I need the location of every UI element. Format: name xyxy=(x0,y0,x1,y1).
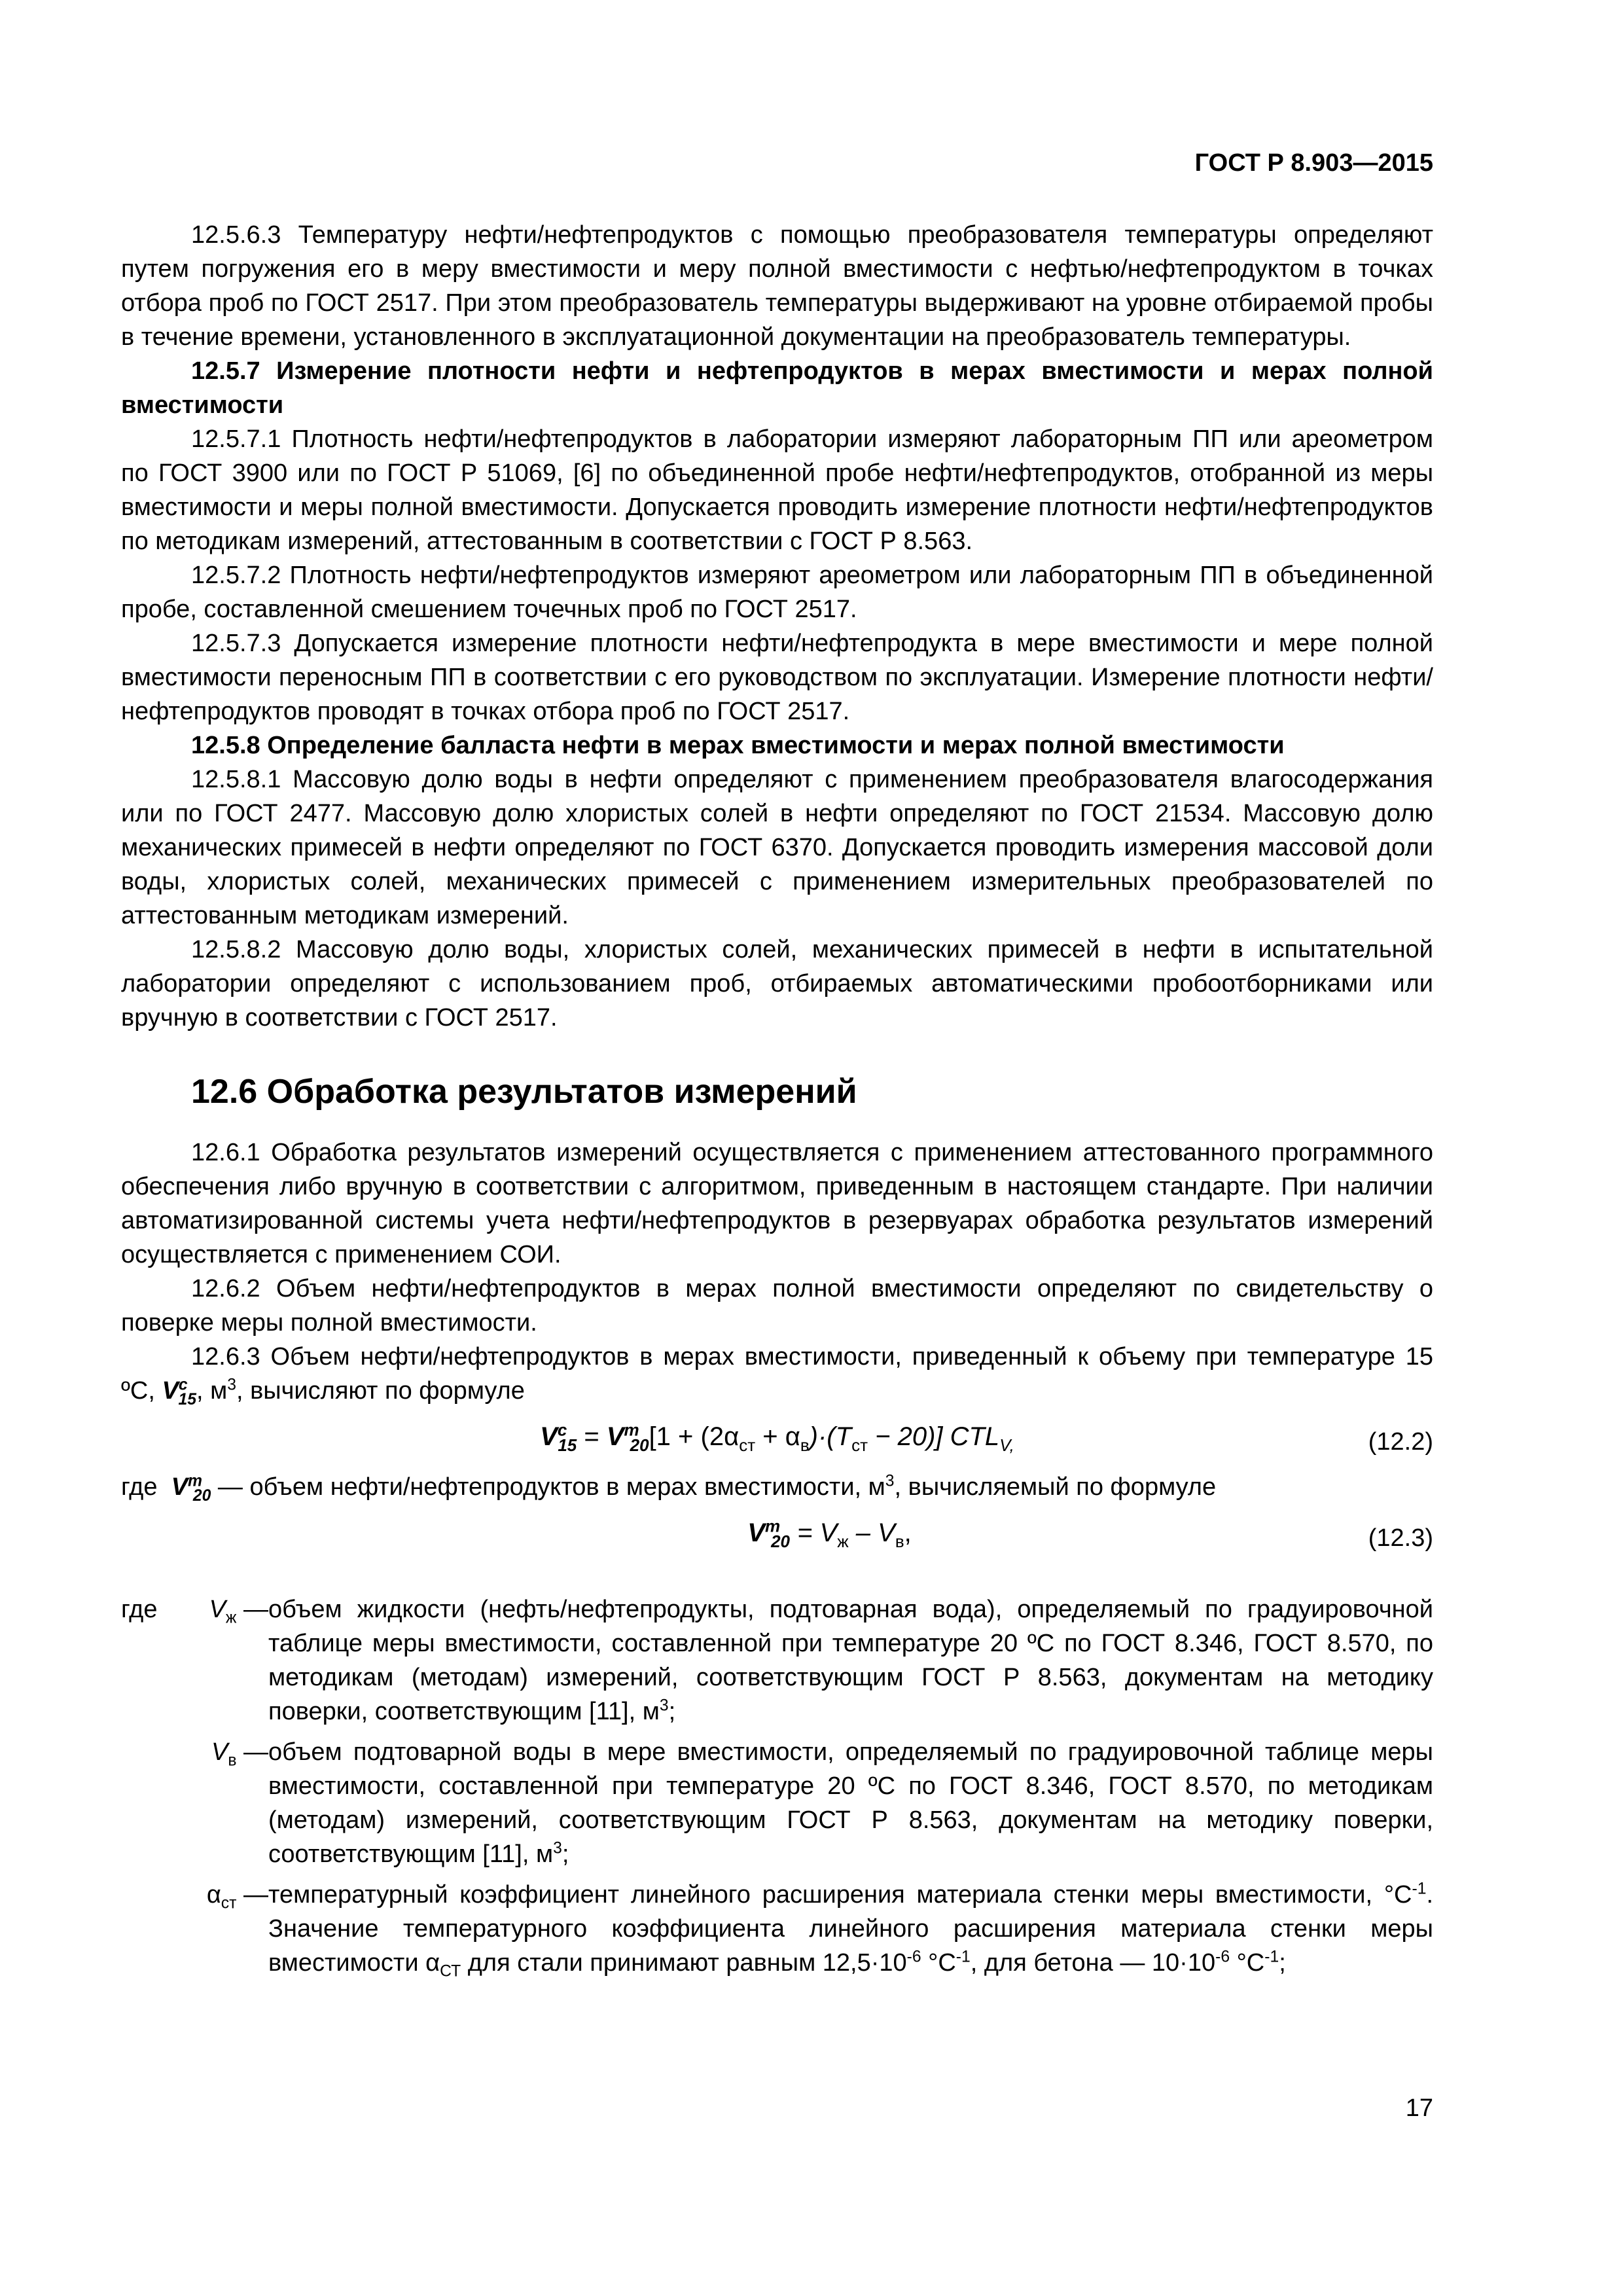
definition-text-v-v: объем подтоварной воды в мере вместимости, определяемый по градуировочной таблице меры вместимости, составленной при температуре 20 ºС по ГОСТ 8.346, ГОСТ 8.570, по методикам (методам) измерений, соответствующим ГОСТ Р 8.563, документам на методику поверки, соответствующим [11], $м^3$; xyxy=(268,1738,1433,1868)
formula-12-3: $V^т_{20} = V_ж - V_в$, xyxy=(747,1516,912,1551)
equation-number-12-2: (12.2) xyxy=(1368,1428,1433,1456)
paragraph-12-5-8-1: 12.5.8.1 Массовую долю воды в нефти определяют с применением преобразователя влагосодержания или по ГОСТ 2477. Массовую долю хлористых солей в нефти определяют по ГОСТ 21534. Массовую долю механических примесей в нефти определяют по ГОСТ 6370. Допускается проводить измерения массовой доли воды, хлористых солей, механических примесей с применением измерительных преобразователей по аттестованным методикам измерений. xyxy=(121,766,1433,929)
definition-text-alpha-st: температурный коэффициент линейного расширения материала стенки меры вместимости, $^\circ С^{-1}$. Значение температурного коэффициента линейного расширения материала стенки меры вместимости $\alpha_{СТ}$ для стали принимают равным $12,5\cdot 10^{-6}$ $^\circ С^{-1}$, для бетона — $10\cdot 10^{-6}$ $^\circ С^{-1}$; xyxy=(268,1880,1433,1981)
document-body xyxy=(121,218,1433,1986)
where-label: где xyxy=(121,1596,158,1623)
paragraph-12-5-7-1: 12.5.7.1 Плотность нефти/нефтепродуктов в лаборатории измеряют лабораторным ПП или ареометром по ГОСТ 3900 или по ГОСТ Р 51069, [6] по объединенной пробе нефти/нефтепродуктов, отобранной из меры вместимости и меры полной вместимости. Допускается проводить измерение плотности нефти/нефтепродуктов по методикам измерений, аттестованным в соответствии с ГОСТ Р 8.563. xyxy=(121,425,1433,555)
definition-symbol-alpha-st: $\alpha_{ст}$ — xyxy=(206,1881,268,1912)
paragraph-12-5-6-3: 12.5.6.3 Температуру нефти/нефтепродуктов с помощью преобразователя температуры определяют путем погружения его в меру вместимости и меру полной вместимости с нефтью/нефтепродуктом в точках отбора проб по ГОСТ 2517. При этом преобразователь температуры выдерживают на уровне отбираемой пробы в течение времени, установленного в эксплуатационной документации на преобразователь температуры. xyxy=(121,221,1433,351)
formula-12-2: $V^с_{15} = V^т_{20}[1 + (2\alpha_{ст} + \alpha_в)\cdot(T_{ст} - 20)]$ $CTL_{V,}$ xyxy=(540,1420,1014,1455)
subsection-heading-12-5-8: 12.5.8 Определение балласта нефти в мерах вместимости и мерах полной вместимости xyxy=(191,732,1285,759)
section-heading-12-6: 12.6 Обработка результатов измерений xyxy=(191,1073,857,1111)
paragraph-12-6-1: 12.6.1 Обработка результатов измерений осуществляется с применением аттестованного программного обеспечения либо вручную в соответствии с алгоритмом, приведенным в настоящем стандарте. При наличии автоматизированной системы учета нефти/нефтепродуктов в резервуарах обработка результатов измерений осуществляется с применением СОИ. xyxy=(121,1139,1433,1268)
paragraph-12-6-3: 12.6.3 Объем нефти/нефтепродуктов в мерах вместимости, приведенный к объему при температуре 15 ºС, $V^с_{15}$, $м^3$, вычисляют по формуле xyxy=(121,1343,1433,1408)
formula-12-3-row xyxy=(121,1504,1433,1566)
where-12-2: где $V^т_{20}$ — объем нефти/нефтепродуктов в мерах вместимости, $м^3$, вычисляемый по формуле xyxy=(121,1472,1217,1505)
formula-12-2-row xyxy=(121,1408,1433,1470)
paragraph-12-5-7-2: 12.5.7.2 Плотность нефти/нефтепродуктов измеряют ареометром или лабораторным ПП в объединенной пробе, составленной смешением точечных проб по ГОСТ 2517. xyxy=(121,562,1433,623)
definition-symbol-v-v: $V_в$ — xyxy=(211,1738,268,1770)
paragraph-12-5-7-3: 12.5.7.3 Допускается измерение плотности нефти/нефтепродукта в мере вместимости и мере полной вместимости переносным ПП в соответствии с его руководством по эксплуатации. Измерение плотности нефти/нефтепродуктов проводят в точках отбора проб по ГОСТ 2517. xyxy=(121,630,1433,725)
equation-number-12-3: (12.3) xyxy=(1368,1524,1433,1552)
standard-header: ГОСТ Р 8.903—2015 xyxy=(1194,149,1433,177)
definitions-list xyxy=(121,1592,1433,1986)
definition-symbol-v-zh: $V_ж$ — xyxy=(209,1596,268,1627)
paragraph-12-5-8-2: 12.5.8.2 Массовую долю воды, хлористых солей, механических примесей в нефти в испытательной лаборатории определяют с использованием проб, отбираемых автоматическими пробоотборниками или вручную в соответствии с ГОСТ 2517. xyxy=(121,936,1433,1031)
paragraph-12-6-2: 12.6.2 Объем нефти/нефтепродуктов в мерах полной вместимости определяют по свидетельству о поверке меры полной вместимости. xyxy=(121,1275,1433,1336)
page-number: 17 xyxy=(1405,2094,1433,2122)
subsection-heading-12-5-7: 12.5.7 Измерение плотности нефти и нефтепродуктов в мерах вместимости и мерах полной вместимости xyxy=(121,357,1433,419)
definition-text-v-zh: объем жидкости (нефть/нефтепродукты, подтоварная вода), определяемый по градуировочной таблице меры вместимости, составленной при температуре 20 ºС по ГОСТ 8.346, ГОСТ 8.570, по методикам (методам) измерений, соответствующим ГОСТ Р 8.563, документам на методику поверки, соответствующим [11], $м^3$; xyxy=(268,1596,1433,1725)
